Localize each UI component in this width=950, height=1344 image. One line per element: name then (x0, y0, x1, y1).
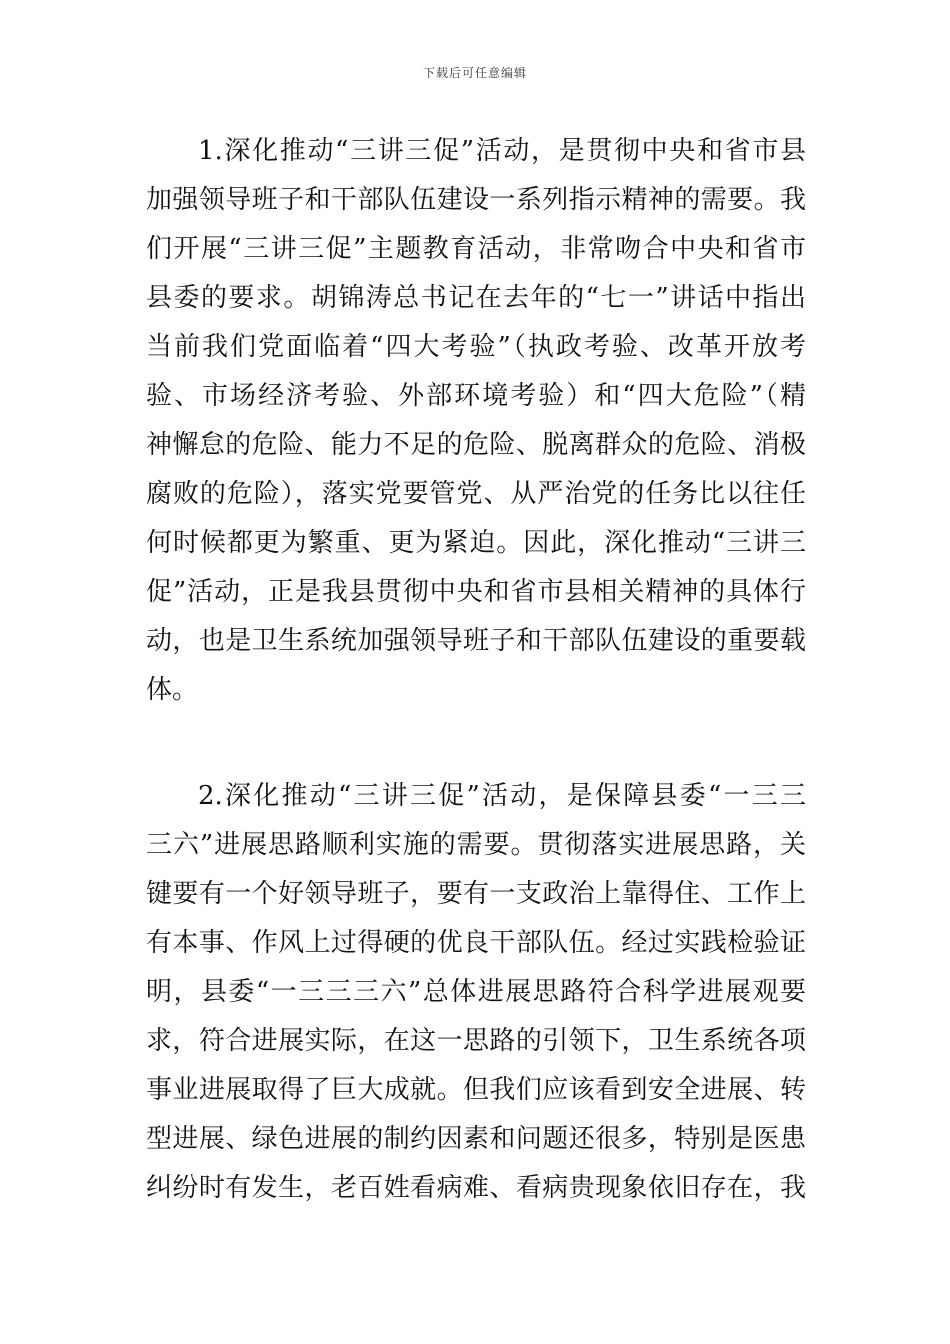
paragraph-line: 2.深化推动“三讲三促”活动，是保障县委“一三三 (198, 781, 806, 811)
paragraph-line: 体。 (146, 675, 199, 705)
paragraph-line: 当前我们党面临着“四大考验”（执政考验、改革开放考 (146, 332, 806, 362)
paragraph-line: 验、市场经济考验、外部环境考验）和“四大危险”（精 (146, 381, 806, 411)
paragraph-line: 求，符合进展实际，在这一思路的引领下，卫生系统各项 (146, 1026, 806, 1056)
paragraph-line: 型进展、绿色进展的制约因素和问题还很多，特别是医患 (146, 1124, 806, 1154)
paragraph-line: 神懈怠的危险、能力不足的危险、脱离群众的危险、消极 (146, 430, 806, 460)
paragraph-line: 促”活动，正是我县贯彻中央和省市县相关精神的具体行 (146, 577, 806, 607)
paragraph-2 (146, 772, 806, 1213)
paragraph-line: 加强领导班子和干部队伍建设一系列指示精神的需要。我 (146, 185, 806, 215)
paragraph-line: 明，县委“一三三三六”总体进展思路符合科学进展观要 (146, 977, 806, 1007)
paragraph-line: 有本事、作风上过得硬的优良干部队伍。经过实践检验证 (146, 928, 806, 958)
paragraph-line: 腐败的危险），落实党要管党、从严治党的任务比以往任 (146, 479, 806, 509)
paragraph-line: 们开展“三讲三促”主题教育活动，非常吻合中央和省市 (146, 234, 806, 264)
paragraph-line: 何时候都更为繁重、更为紧迫。因此，深化推动“三讲三 (146, 528, 806, 558)
paragraph-line: 县委的要求。胡锦涛总书记在去年的“七一”讲话中指出 (146, 283, 806, 313)
paragraph-line: 键要有一个好领导班子，要有一支政治上靠得住、工作上 (146, 879, 806, 909)
paragraph-1 (146, 127, 806, 715)
paragraph-line: 纠纷时有发生，老百姓看病难、看病贵现象依旧存在，我 (146, 1173, 806, 1203)
paragraph-line: 动，也是卫生系统加强领导班子和干部队伍建设的重要载 (146, 626, 806, 656)
paragraph-line: 1.深化推动“三讲三促”活动，是贯彻中央和省市县 (198, 136, 806, 166)
page-header: 下载后可任意编辑 (422, 66, 527, 80)
paragraph-line: 三六”进展思路顺利实施的需要。贯彻落实进展思路，关 (146, 830, 806, 860)
paragraph-line: 事业进展取得了巨大成就。但我们应该看到安全进展、转 (146, 1075, 806, 1105)
